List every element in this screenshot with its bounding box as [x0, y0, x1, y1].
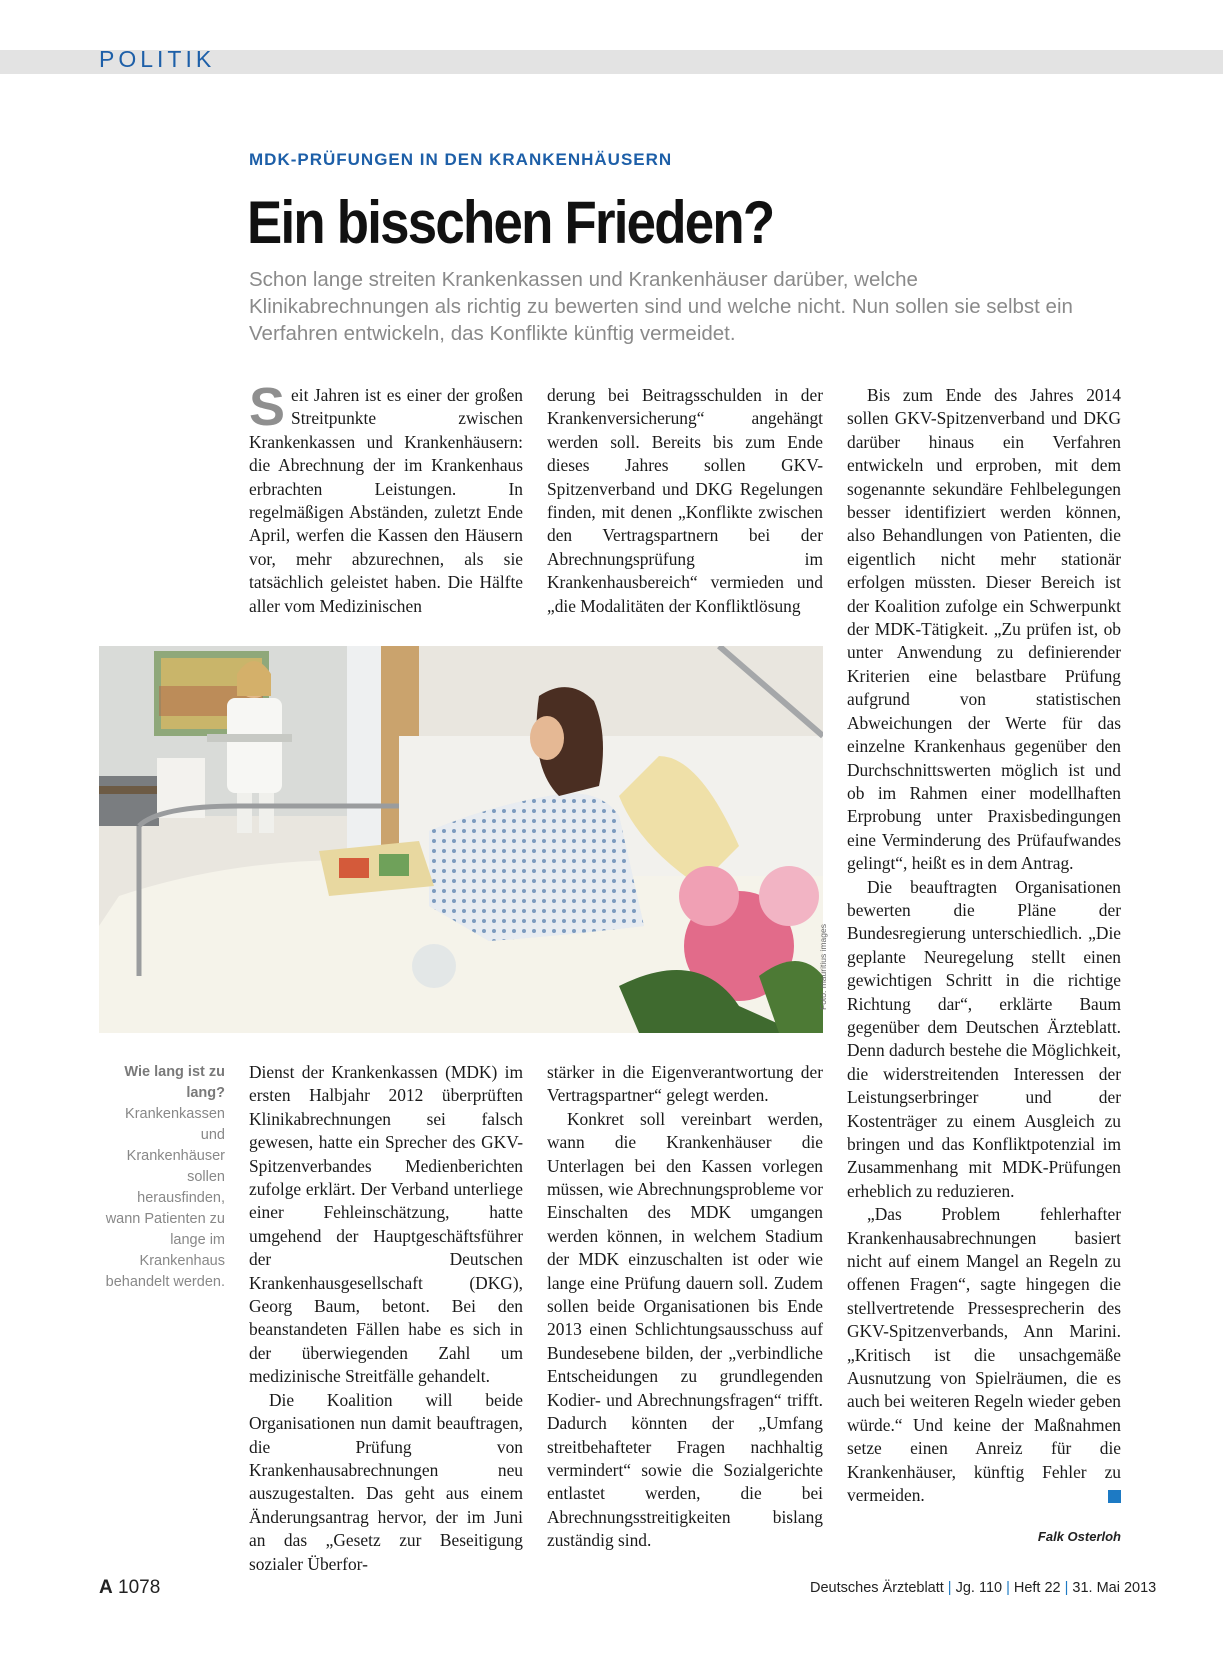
paragraph: eit Jahren ist es einer der großen Streitpunkte zwischen Krankenkassen und Krankenhäusern: die Abrechnung der im Krankenhaus erbrachten Leistungen. In regelmäßigen Abständen, zuletzt Ende April, werfen die Kassen den Häusern vor, mehr abzurechnen, als sie tatsächlich geleistet haben. Die Hälfte aller vom Medizinischen [249, 385, 523, 616]
paragraph: Dienst der Krankenkassen (MDK) im ersten Halbjahr 2012 überprüften Klinikabrechnungen sei falsch gewesen, hatte ein Sprecher des GKV-Spitzenverbandes Medienberichten zufolge erklärt. Der Verband unterliege einer Fehleinschätzung, hatte umgehend der Hauptgeschäftsführer der Deutschen Krankenhausgesellschaft (DKG), Georg Baum, betont. Bei den beanstandeten Fällen habe es sich in der überwiegenden Zahl um medizinische Streitfälle gehandelt. [249, 1062, 523, 1387]
separator: | [947, 1580, 952, 1596]
photo-caption [99, 1062, 225, 1293]
journal-issue: Heft 22 [1013, 1580, 1061, 1596]
page-number [99, 1577, 160, 1599]
column-1-top [249, 377, 523, 618]
paragraph: stärker in die Eigenverantwortung der Vertragspartner“ gelegt werden. [547, 1062, 823, 1106]
column-2-bottom [547, 1061, 823, 1553]
separator: | [1064, 1580, 1069, 1596]
paragraph-text: „Das Problem fehlerhafter Krankenhausabrechnungen basiert nicht auf einem Mangel an Regeln zu offenen Fragen“, sagte hingegen die stellvertretende Pressesprecherin des GKV-Spitzenverbands, Ann Marini. „Kritisch ist die unsachgemäße Ausnutzung von Spielräumen, die es auch bei weiteren Regeln wieder geben würde.“ Und keine der Maßnahmen setze einen Anreiz für die Krankenhäuser, künftig Fehler zu vermeiden. [847, 1204, 1121, 1506]
paragraph: Die beauftragten Organisationen bewerten die Pläne der Bundesregierung unterschiedlich. „Die geplante Neuregelung stellt einen gewichtigen Schritt in die richtige Richtung dar“, erklärte Baum gegenüber dem Deutschen Ärzteblatt. Denn dadurch bestehe die Möglichkeit, die widerstreitenden Interessen der Leistungserbringer und der Kostenträger zu einem Ausgleich zu bringen und das Konfliktpotenzial im Zusammenhang mit MDK-Prüfungen erheblich zu reduzieren. [847, 876, 1121, 1201]
paragraph: Bis zum Ende des Jahres 2014 sollen GKV-Spitzenverband und DKG darüber hinaus ein Verfahren entwickeln und erproben, mit dem sogenannte sekundäre Fehlbelegungen besser identifiziert werden können, also Behandlungen von Patienten, die eigentlich nicht mehr stationär erfolgen müssten. Dieser Bereich ist der Koalition zufolge ein Schwerpunkt der MDK-Tätigkeit. „Zu prüfen ist, ob unter Anwendung zu definierender Kriterien eine belastbare Prüfung aufgrund von statistischen Abweichungen der Werte für das einzelne Krankenhaus gegenüber den Durchschnittswerten möglich ist und ob im Rahmen einer modellhaften Erprobung unter Praxisbedingungen eine Verminderung des Prüfaufwandes gelingt“, heißt es in dem Antrag. [847, 385, 1121, 874]
section-label: POLITIK [99, 46, 216, 72]
column-3 [847, 384, 1121, 1508]
journal-volume: Jg. 110 [955, 1580, 1003, 1596]
paragraph: Konkret soll vereinbart werden, wann die Krankenhäuser die Unterlagen bei den Kassen vorlegen müssen, wie Abrechnungsprobleme vor Einschalten des MDK umgangen werden können, in welchem Stadium der MDK einzuschalten ist oder wie lange eine Prüfung dauern soll. Zudem sollen beide Organisationen bis Ende 2013 einen Schlichtungsausschuss auf Bundesebene bilden, der „verbindliche Entscheidungen zu grundlegenden Kodier- und Abrechnungsfragen“ trifft. Dadurch könnten der „Umfang streitbehafteter Fragen nachhaltig vermindert“ sowie die Sozialgerichte entlastet werden, die bei Abrechnungsstreitigkeiten bislang zuständig sind. [547, 1108, 823, 1551]
photo-credit: Foto: mauritius images [818, 924, 828, 1010]
column-2-top [547, 384, 823, 618]
page-prefix: A [99, 1577, 113, 1598]
caption-text: Krankenkassen und Krankenhäuser sollen herausfinden, wann Patienten zu lange im Krankenhaus behandelt werden. [105, 1106, 225, 1290]
column-1-bottom [249, 1061, 523, 1576]
article-kicker: MDK-PRÜFUNGEN IN DEN KRANKENHÄUSERN [249, 150, 673, 169]
paragraph: derung bei Beitragsschulden in der Krankenversicherung“ angehängt werden soll. Bereits bis zum Ende dieses Jahres sollen GKV-Spitzenverband und DKG Regelungen finden, mit denen „Konflikte zwischen den Vertragspartnern bei der Abrechnungsprüfung im Krankenhausbereich“ vermieden und „die Modalitäten der Konfliktlösung [547, 385, 823, 616]
caption-lead: Wie lang ist zu lang? [124, 1064, 225, 1101]
journal-date: 31. Mai 2013 [1072, 1580, 1157, 1596]
paragraph-last [847, 1203, 1121, 1507]
end-mark-icon [1108, 1490, 1121, 1503]
article-lead: Schon lange streiten Krankenkassen und Krankenhäuser darüber, welche Klinikabrechnungen als richtig zu bewerten sind und welche nicht. Nun sollen sie selbst ein Verfahren entwickeln, das Konflikte künftig vermeidet. [249, 268, 1073, 345]
paragraph: Die Koalition will beide Organisationen nun damit beauftragen, die Prüfung von Krankenhausabrechnungen neu auszugestalten. Das geht aus einem Änderungsantrag hervor, der im Juni an das „Gesetz zur Beseitigung sozialer Überfor- [249, 1389, 523, 1574]
journal-name: Deutsches Ärzteblatt [810, 1580, 944, 1596]
journal-footer [810, 1580, 1157, 1596]
hospital-room-photo [99, 646, 823, 1033]
article-title: Ein bisschen Frieden? [247, 189, 774, 256]
article-photo [99, 646, 823, 1033]
drop-cap: S [249, 377, 286, 437]
author-byline: Falk Osterloh [1037, 1529, 1121, 1544]
separator: | [1006, 1580, 1010, 1596]
page-number-value: 1078 [118, 1577, 161, 1598]
